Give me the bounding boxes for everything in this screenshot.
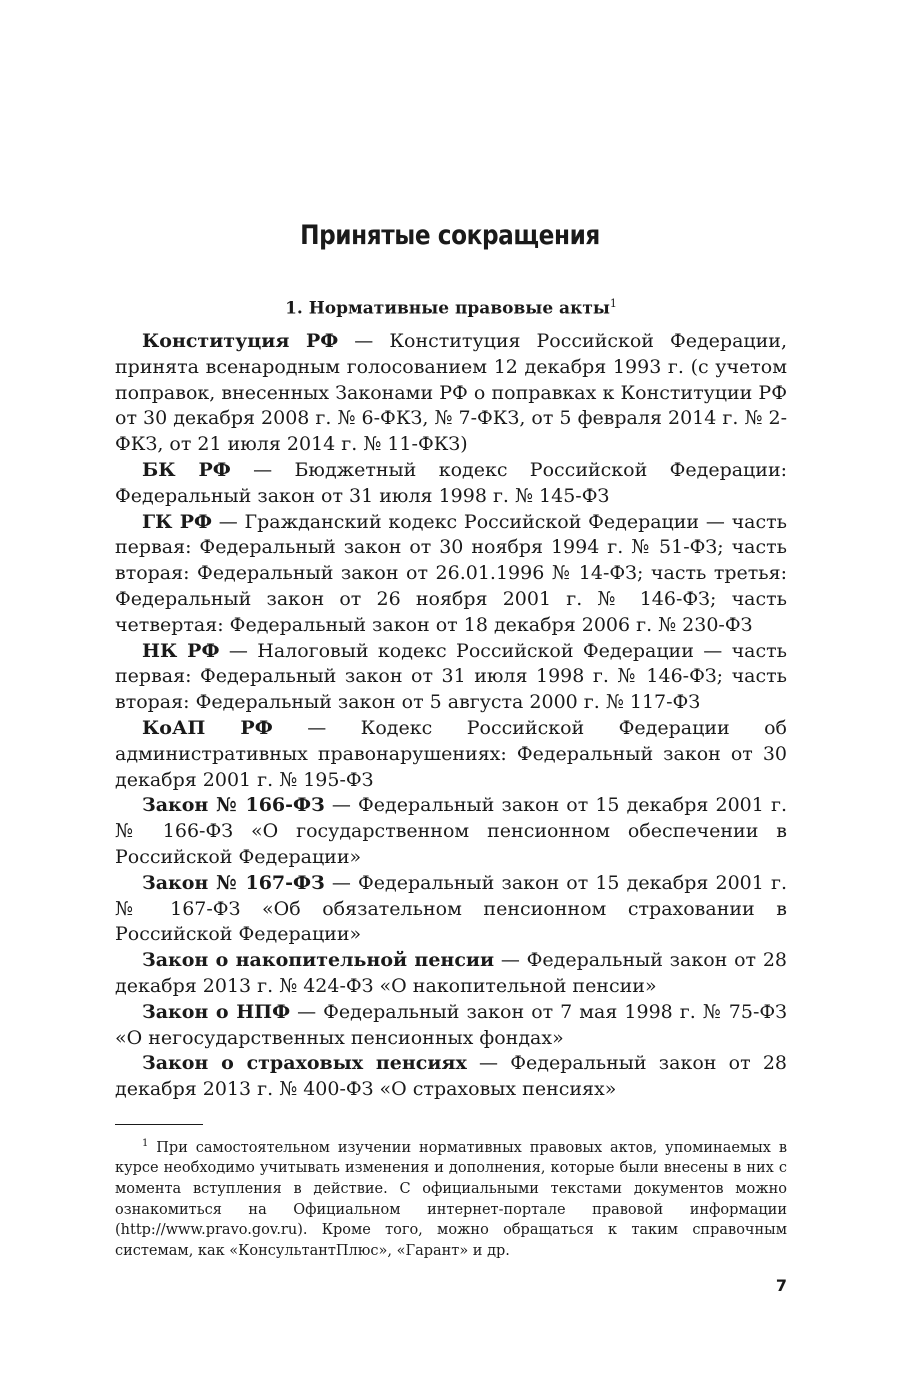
footnote-divider bbox=[115, 1124, 203, 1125]
footnote-reference[interactable]: 1 bbox=[609, 297, 617, 310]
abbreviation-definition: — Федеральный закон от 28 декабря 2013 г. № 424-ФЗ «О накопительной пенсии» bbox=[115, 949, 787, 997]
abbreviation-term: БК РФ bbox=[142, 458, 231, 481]
abbreviation-term: ГК РФ bbox=[142, 510, 213, 533]
section-heading-text: 1. Нормативные правовые акты bbox=[285, 298, 610, 319]
abbreviation-entry bbox=[115, 458, 787, 510]
abbreviation-entry bbox=[115, 639, 787, 716]
footnote-text: При самостоятельном изучении нормативных правовых актов, упоминаемых в курсе необходимо учитывать изменения и дополнения, которые были внесены в них с момента вступления в действие. С официальными текстами документов можно ознакомиться на Официальном интернет-портале правовой информации (http://www.pravo.gov.ru). Кроме того, можно обращаться к таким справочным системам, как «КонсультантПлюс», «Гарант» и др. bbox=[115, 1139, 787, 1259]
abbreviation-term: Закон № 167-ФЗ bbox=[142, 871, 325, 894]
abbreviation-entry bbox=[115, 716, 787, 793]
abbreviation-term: НК РФ bbox=[142, 639, 220, 662]
abbreviation-entry bbox=[115, 329, 787, 458]
abbreviation-definition: — Бюджетный кодекс Российской Федерации: Федеральный закон от 31 июля 1998 г. № 145-ФЗ bbox=[115, 458, 788, 507]
abbreviation-entry bbox=[115, 948, 787, 1000]
abbreviation-term: Конституция РФ bbox=[142, 330, 339, 352]
abbreviation-definition: — Конституция Российской Федерации, принята всенародным голосованием 12 декабря 1993 г. (с учетом поправок, внесенных Законами РФ о поправках к Конституции РФ от 30 декабря 2008 г. № 6-ФКЗ, № 7-ФКЗ, от 5 февраля 2014 г. № 2-ФКЗ, от 21 июля 2014 г. № 11-ФКЗ) bbox=[115, 330, 787, 456]
abbreviation-term: Закон № 166-ФЗ bbox=[142, 794, 325, 817]
abbreviation-entry bbox=[115, 871, 787, 948]
abbreviation-definition: — Налоговый кодекс Российской Федерации — часть первая: Федеральный закон от 31 июля 1998 г. № 146-ФЗ; часть вторая: Федеральный закон от 5 августа 2000 г. № 117-ФЗ bbox=[115, 639, 787, 714]
abbreviation-entry bbox=[115, 1051, 787, 1103]
abbreviation-list bbox=[115, 329, 787, 1103]
footnote-mark: 1 bbox=[142, 1138, 149, 1149]
abbreviation-term: Закон о накопительной пенсии bbox=[142, 949, 495, 972]
abbreviation-definition: — Федеральный закон от 15 декабря 2001 г. № 166-ФЗ «О государственном пенсионном обеспечении в Российской Федерации» bbox=[115, 794, 787, 868]
abbreviation-term: КоАП РФ bbox=[142, 716, 273, 739]
abbreviation-entry bbox=[115, 1000, 787, 1052]
footnote bbox=[115, 1134, 787, 1261]
abbreviation-term: Закон о страховых пенсиях bbox=[142, 1052, 467, 1075]
abbreviation-definition: — Кодекс Российской Федерации об административных правонарушениях: Федеральный закон от 30 декабря 2001 г. № 195-ФЗ bbox=[115, 716, 787, 791]
abbreviation-definition: — Федеральный закон от 28 декабря 2013 г. № 400-ФЗ «О страховых пенсиях» bbox=[115, 1052, 787, 1101]
abbreviation-entry bbox=[115, 793, 787, 870]
abbreviation-definition: — Гражданский кодекс Российской Федерации — часть первая: Федеральный закон от 30 ноября 1994 г. № 51-ФЗ; часть вторая: Федеральный закон от 26.01.1996 № 14-ФЗ; часть третья: Федеральный закон от 26 ноября 2001 г. № 146-ФЗ; часть четвертая: Федеральный закон от 18 декабря 2006 г. № 230-ФЗ bbox=[115, 510, 787, 636]
section-heading bbox=[115, 297, 787, 319]
abbreviation-term: Закон о НПФ bbox=[142, 1000, 291, 1023]
abbreviation-entry bbox=[115, 510, 787, 639]
abbreviation-definition: — Федеральный закон от 15 декабря 2001 г. № 167-ФЗ «Об обязательном пенсионном страховании в Российской Федерации» bbox=[115, 871, 787, 946]
page-number: 7 bbox=[775, 1276, 787, 1295]
abbreviation-definition: — Федеральный закон от 7 мая 1998 г. № 75-ФЗ «О негосударственных пенсионных фондах» bbox=[115, 1000, 787, 1049]
page-title: Принятые сокращения bbox=[300, 220, 600, 251]
